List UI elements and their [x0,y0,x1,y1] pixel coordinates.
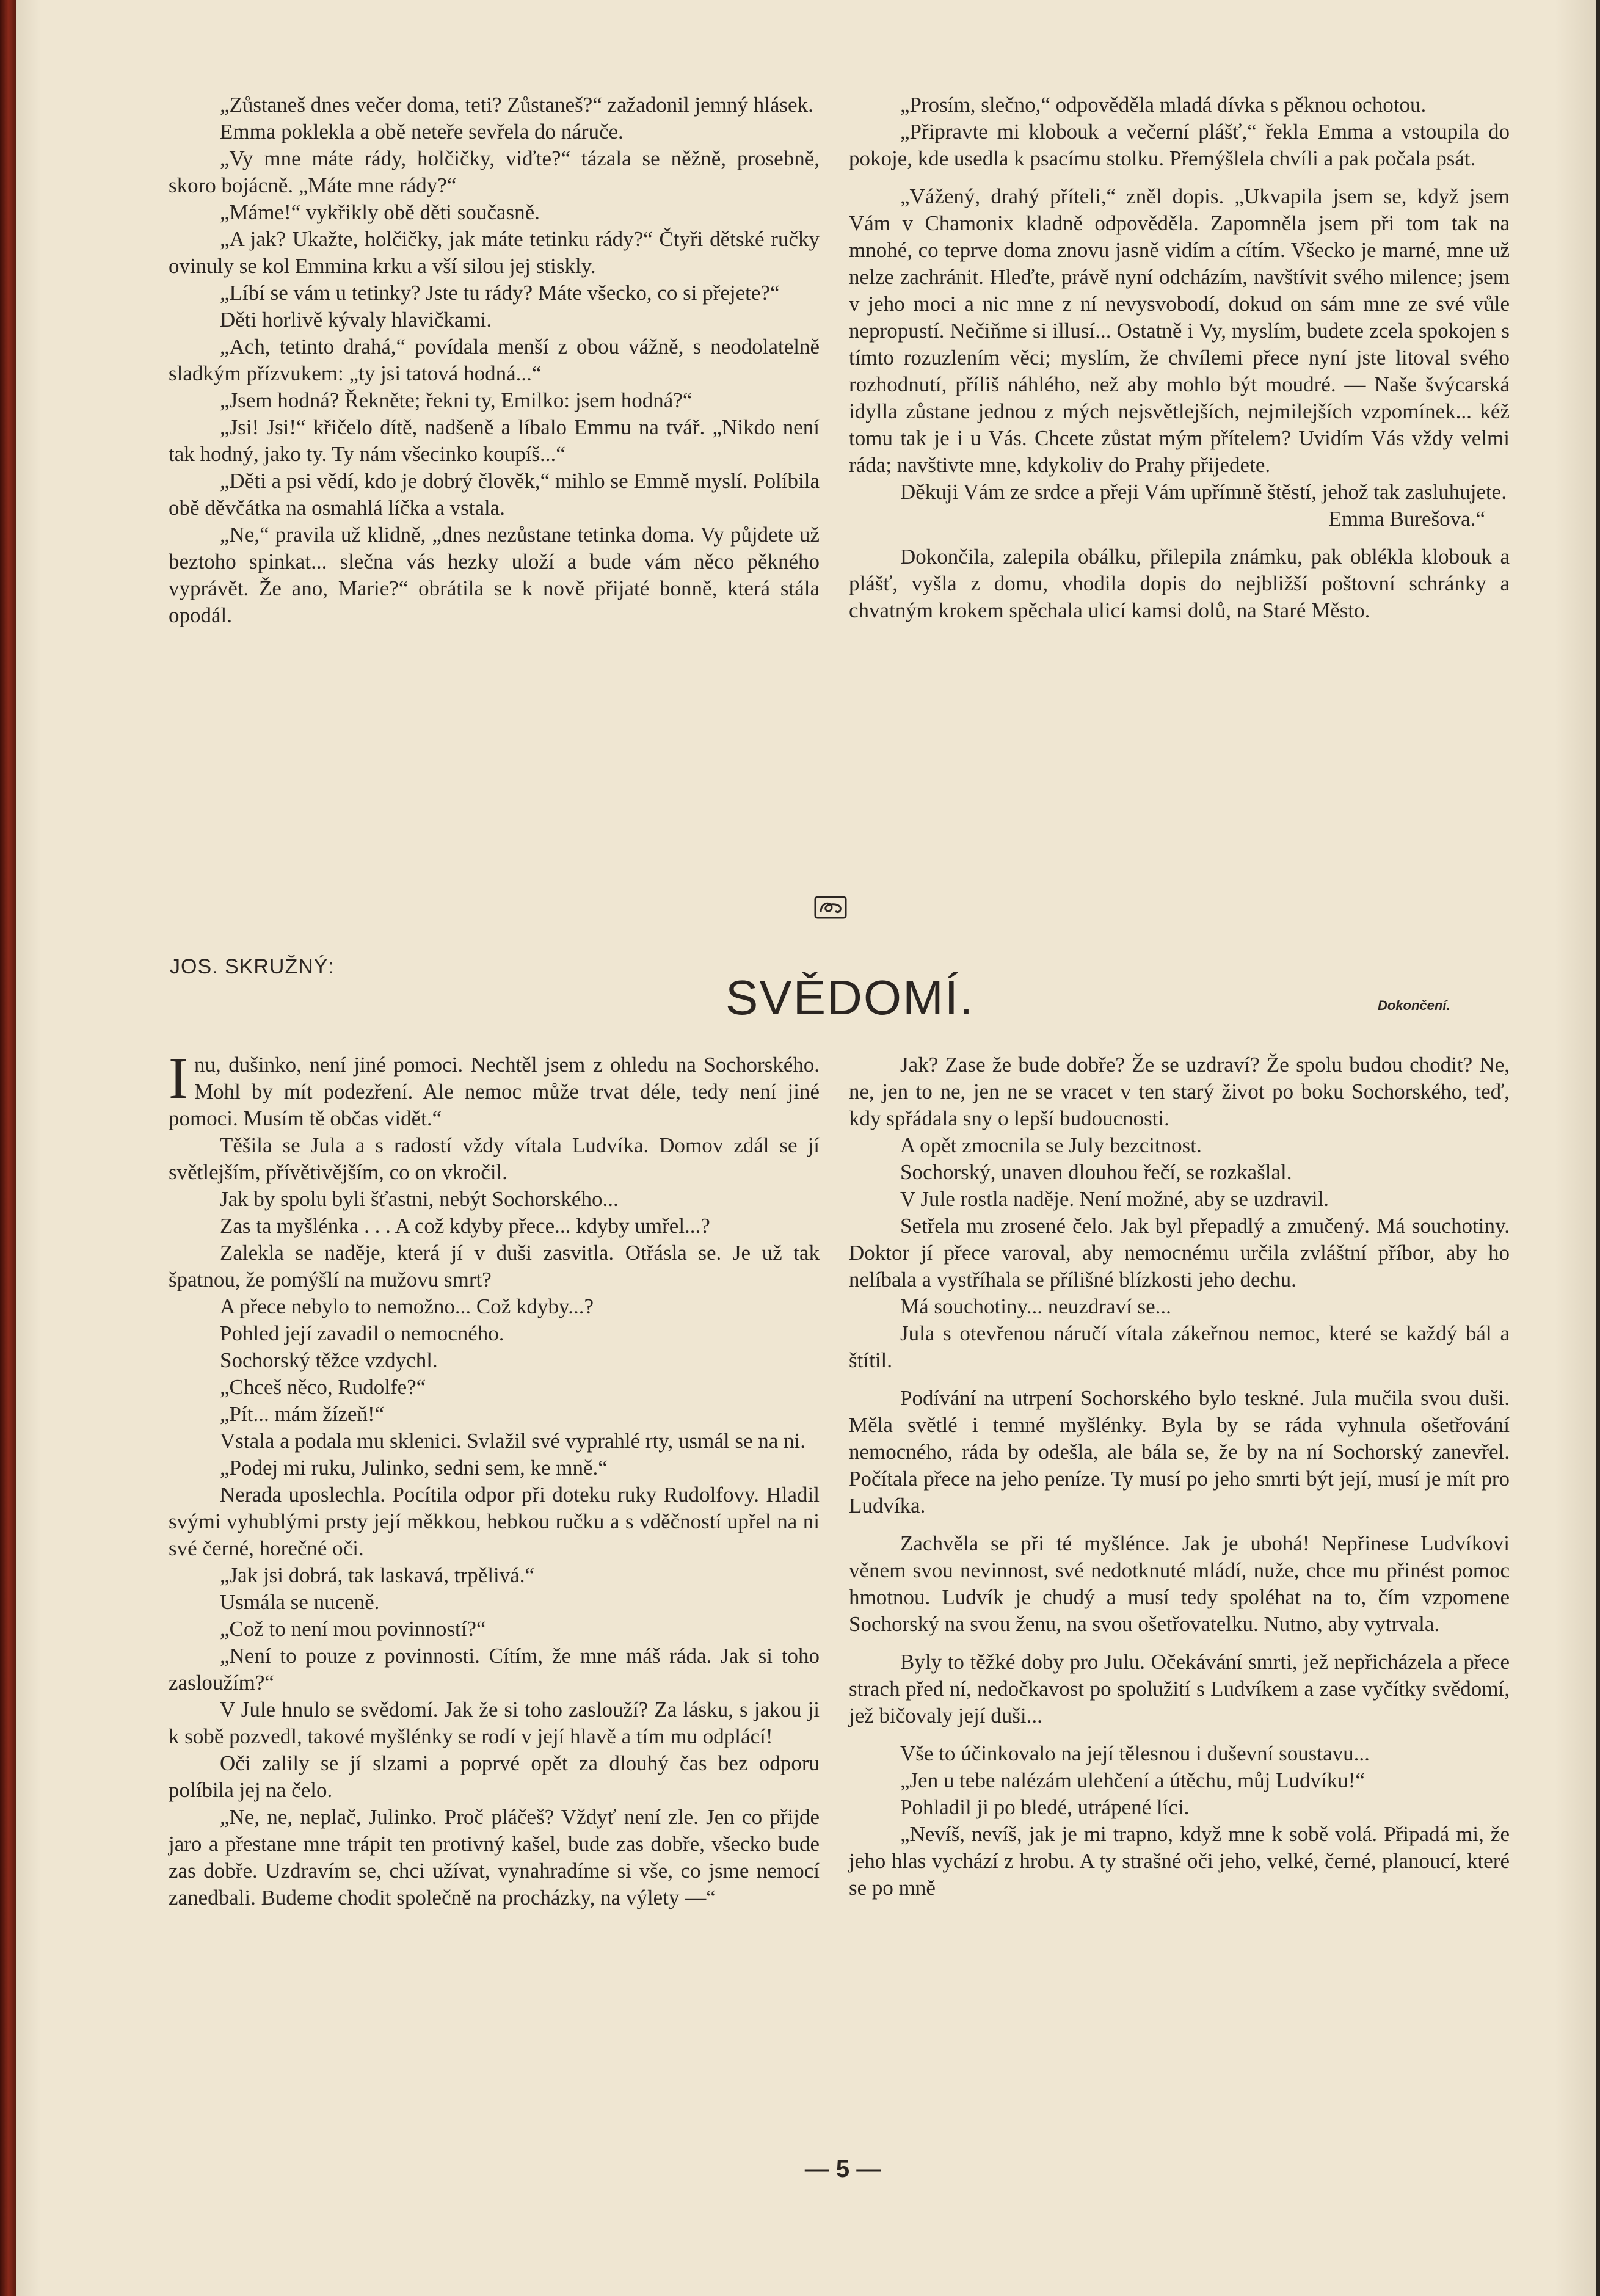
paragraph: Jula s otevřenou náručí vítala zákeřnou nemoc, které se každý bál a štítil. [849,1321,1510,1372]
paragraph: „Což to není mou povinností?“ [220,1617,486,1641]
paragraph: „Děti a psi vědí, kdo je dobrý člověk,“ mihlo se Emmě myslí. Políbila obě děvčátka na osmahlá líčka a vstala. [169,469,820,520]
section-divider-ornament [813,895,848,920]
paragraph: Jak by spolu byli šťastni, nebýt Sochorského... [220,1187,619,1211]
paragraph: „A jak? Ukažte, holčičky, jak máte tetinku rády?“ Čtyři dětské ručky ovinuly se kol Emmina krku a vší silou jej stiskly. [169,227,820,278]
story-title: SVĚDOMÍ. [725,970,975,1025]
paragraph: V Jule hnulo se svědomí. Jak že si toho zaslouží? Za lásku, s jakou ji k sobě pozvedl, takové myšlénky se rodí v její hlavě a tím mu odplácí! [169,1698,820,1748]
paragraph: Dokončila, zalepila obálku, přilepila známku, pak oblékla klobouk a plášť, vyšla z domu, vhodila dopis do nejbližší poštovní schránky a chvatným krokem spěchala ulicí kamsi dolů, na Staré Město. [849,545,1510,622]
page-edge [1596,0,1600,2296]
paragraph: Sochorský, unaven dlouhou řečí, se rozkašlal. [900,1160,1292,1184]
paragraph: V Jule rostla naděje. Není možné, aby se uzdravil. [900,1187,1329,1211]
paragraph: Vše to účinkovalo na její tělesnou i duševní soustavu... [900,1742,1370,1765]
letter-closing: Děkuji Vám ze srdce a přeji Vám upřímně štěstí, jehož tak zasluhujete. [900,480,1507,504]
story1-left-column [169,92,820,629]
page-number: — 5 — [804,2156,881,2182]
paragraph: „Podej mi ruku, Julinko, sedni sem, ke mně.“ [220,1456,608,1480]
paragraph: „Není to pouze z povinnosti. Cítím, že mne máš ráda. Jak si toho zasloužím?“ [169,1644,820,1695]
paragraph: „Prosím, slečno,“ odpověděla mladá dívka s pěknou ochotou. [900,93,1427,117]
paragraph: „Jen u tebe nalézám ulehčení a útěchu, můj Ludvíku!“ [900,1768,1365,1792]
paragraph: „Ne, ne, neplač, Julinko. Proč pláčeš? Vždyť není zle. Jen co přijde jaro a přestane mne trápit ten protivný kašel, bude zas dobře, všecko bude zas dobře. Uzdravím se, chci užívat, vynahradíme si vše, co jsme nemocí zanedbali. Budeme chodit společně na procházky, na výlety —“ [169,1805,820,1909]
paragraph: Zachvěla se při té myšlénce. Jak je ubohá! Nepřinese Ludvíkovi věnem svou nevinnost, své nedotknuté mládí, nuže, chce mu přinést pomoc hmotnou. Ludvík je chudý a musí tedy spoléhat na to, čím vzpomene Sochorský na svou ženu, na svou ošetřovatelku. Nutno, aby vytrvala. [849,1531,1510,1636]
paragraph: Byly to těžké doby pro Julu. Očekávání smrti, jež nepřicházela a přece strach před ní, nedočkavost po spolužití s Ludvíkem a zase vyčítky svědomí, jež bičovaly její duši... [849,1650,1510,1727]
paragraph: Pohladil ji po bledé, utrápené líci. [900,1795,1190,1819]
paragraph: „Máme!“ vykřikly obě děti současně. [220,200,540,224]
continuation-note: Dokončení. [1378,998,1450,1013]
paragraph: Jak? Zase že bude dobře? Že se uzdraví? Že spolu budou chodit? Ne, ne, jen to ne, jen ne se vracet v ten starý život po boku Sochorského, teď, kdy spřádala sny o lepší budoucnosti. [849,1053,1510,1130]
paragraph: Má souchotiny... neuzdraví se... [900,1295,1171,1318]
paragraph: „Jsi! Jsi!“ křičelo dítě, nadšeně a líbalo Emmu na tvář. „Nikdo není tak hodný, jako ty. Ty nám všecinko koupíš...“ [169,415,820,466]
paragraph: Zalekla se naděje, která jí v duši zasvitla. Otřásla se. Je už tak špatnou, že pomýšlí na mužovu smrt? [169,1241,820,1292]
letter-paragraph: „Vážený, drahý příteli,“ zněl dopis. „Ukvapila jsem se, když jsem Vám v Chamonix kladně odpověděla. Zapomněla jsem při tom tak na mnohé, co teprve doma znovu jasně vidím a cítím. Všecko je marné, mne už nelze zachránit. Hleďte, právě nyní odcházím, navštívit svého milence; jsem v jeho moci a nic mne z ní nevysvobodí, dokud on sám mne ze své vůle nepropustí. Nečiňme si illusí... Ostatně i Vy, myslím, budete zcela spokojen s tímto rozuzlením věci; myslím, že chvílemi přece nyní jste litoval svého rozhodnutí, příliš náhlého, než aby mohlo být moudré. — Naše švýcarská idylla zůstane jednou z mých nejsvětlejších, nejmilejších vzpomínek... kéž tomu tak je i u Vás. Chcete zůstat mým přítelem? Uvidím Vás vždy velmi ráda; navštivte mne, kdykoliv do Prahy přijedete. [849,184,1510,477]
paragraph: „Zůstaneš dnes večer doma, teti? Zůstaneš?“ zažadonil jemný hlásek. [220,93,813,117]
paragraph: Oči zalily se jí slzami a poprvé opět za dlouhý čas bez odporu políbila jej na čelo. [169,1751,820,1802]
paragraph: Setřela mu zrosené čelo. Jak byl přepadlý a zmučený. Má souchotiny. Doktor jí přece varoval, aby nemocnému určila zvláštní příbor, aby ho nelíbala a vystříhala se přílišné blízkosti jeho dechu. [849,1214,1510,1292]
binding-spine [0,0,16,2296]
paragraph: „Ne,“ pravila už klidně, „dnes nezůstane tetinka doma. Vy půjdete už beztoho spinkat... slečna vás hezky uloží a bude vám něco pěkného vyprávět. Že ano, Marie?“ obrátila se k nově přijaté bonně, která stála opodál. [169,523,820,627]
paragraph: „Ach, tetinto drahá,“ povídala menší z obou vážně, s neodolatelně sladkým přízvukem: „ty jsi tatová hodná...“ [169,335,820,385]
story2-left-column [169,1045,820,1911]
author-byline: JOS. SKRUŽNÝ: [170,955,335,978]
paragraph: „Vy mne máte rády, holčičky, viďte?“ tázala se něžně, prosebně, skoro bojácně. „Máte mne rády?“ [169,147,820,197]
paragraph: Vstala a podala mu sklenici. Svlažil své vyprahlé rty, usmál se na ni. [220,1429,806,1453]
paragraph: „Jak jsi dobrá, tak laskavá, trpělivá.“ [220,1563,535,1587]
paragraph: Zas ta myšlénka . . . A což kdyby přece... kdyby umřel...? [220,1214,710,1238]
opening-paragraph [169,1045,820,1132]
paragraph: „Líbí se vám u tetinky? Jste tu rády? Máte všecko, co si přejete?“ [220,281,780,305]
paragraph: Pohled její zavadil o nemocného. [220,1321,504,1345]
paragraph: Emma poklekla a obě neteře sevřela do náruče. [220,120,624,144]
paragraph: A přece nebylo to nemožno... Což kdyby...? [220,1295,594,1318]
story1-right-column [849,92,1510,624]
paragraph: Nerada uposlechla. Pocítila odpor při doteku ruky Rudolfovy. Hladil svými vyhublými prsty její měkkou, hebkou ručku a s vděčností upřel na ni své černé, horečné oči. [169,1483,820,1560]
paragraph: A opět zmocnila se July bezcitnost. [900,1133,1202,1157]
paragraph: „Chceš něco, Rudolfe?“ [220,1375,426,1399]
paragraph: Těšila se Jula a s radostí vždy vítala Ludvíka. Domov zdál se jí světlejším, přívětivějším, co on vkročil. [169,1133,820,1184]
paragraph: Děti horlivě kývaly hlavičkami. [220,308,492,332]
story2-right-column [849,1052,1510,1902]
paragraph: „Jsem hodná? Řekněte; řekni ty, Emilko: jsem hodná?“ [220,388,693,412]
drop-cap: I [169,1045,188,1111]
opening-text: nu, dušinko, není jiné pomoci. Nechtěl jsem z ohledu na Sochorského. Mohl by mít podezření. Ale nemoc může trvat déle, tedy není jiné pomoci. Musím tě občas vidět.“ [169,1053,820,1130]
paragraph: „Připravte mi klobouk a večerní plášť,“ řekla Emma a vstoupila do pokoje, kde usedla k psacímu stolku. Přemýšlela chvíli a pak počala psát. [849,120,1510,170]
letter-signature: Emma Burešova.“ [1328,507,1485,531]
paragraph: Podívání na utrpení Sochorského bylo teskné. Jula mučila svou duši. Měla světlé i temné myšlénky. Byla by se ráda vyhnula ošetřování nemocného, ráda by odešla, ale bála se, že by na ní Sochorský zanevřel. Počítala přece na jeho peníze. Ty musí po jeho smrti být její, musí je mít pro Ludvíka. [849,1386,1510,1517]
paragraph: Sochorský těžce vzdychl. [220,1348,438,1372]
paragraph: „Pít... mám žízeň!“ [220,1402,385,1426]
paragraph: Usmála se nuceně. [220,1590,380,1614]
paragraph: „Nevíš, nevíš, jak je mi trapno, když mne k sobě volá. Připadá mi, že jeho hlas vychází z hrobu. A ty strašné oči jeho, velké, černé, planoucí, které se po mně [849,1822,1510,1900]
